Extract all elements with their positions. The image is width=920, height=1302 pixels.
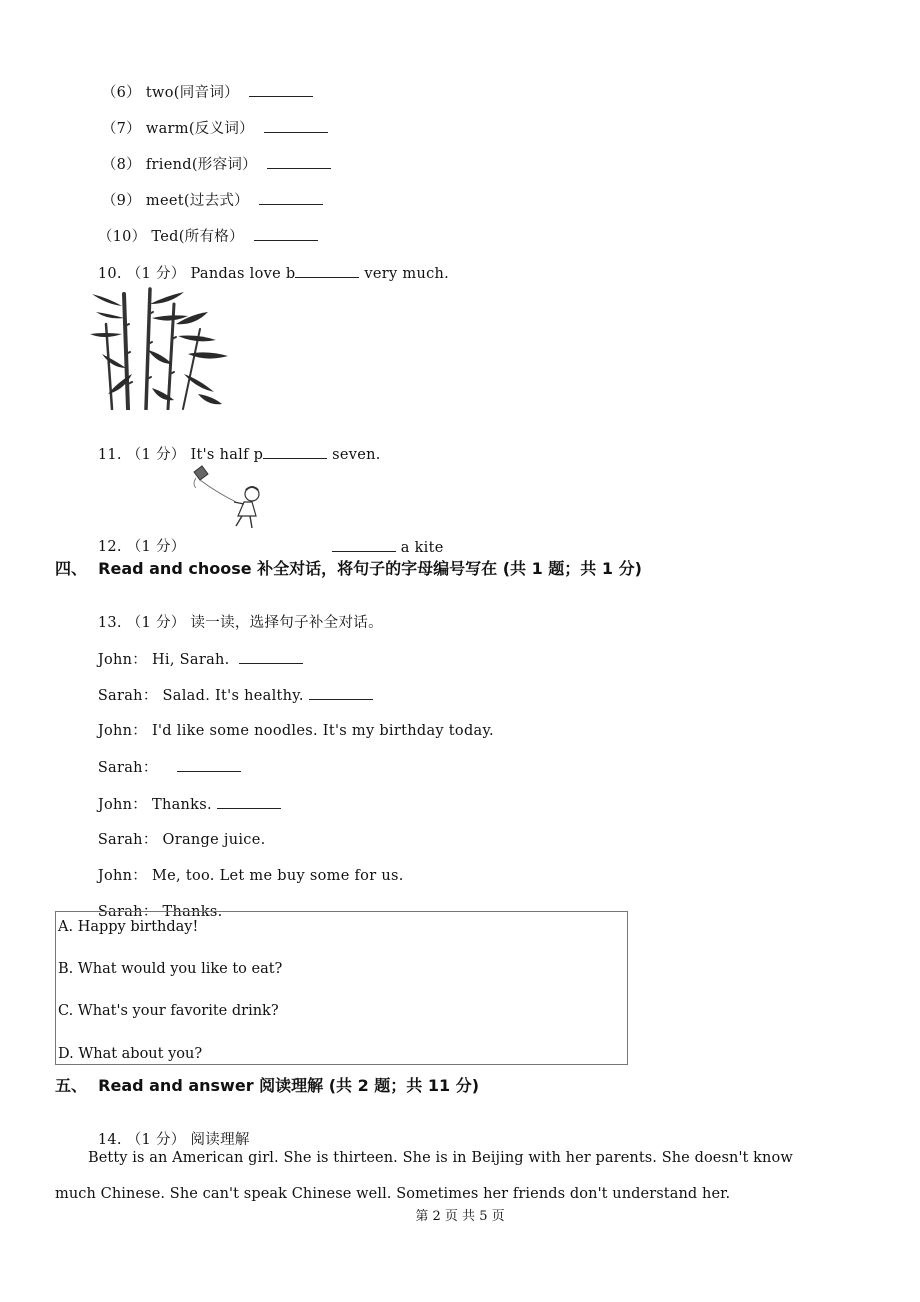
dialogue-line: John： Hi, Sarah. (88, 632, 303, 669)
answer-blank[interactable] (177, 758, 241, 772)
question-10: 10. （1 分） Pandas love b very much. (97, 266, 450, 282)
option-b: B. What would you like to eat? (58, 961, 283, 977)
dialogue-line: John： Me, too. Let me buy some for us. (97, 868, 404, 884)
dialogue-line: Sarah： Thanks. (97, 904, 223, 920)
answer-blank[interactable] (309, 686, 373, 700)
option-a: A. Happy birthday! (58, 919, 199, 935)
section-5-heading: 五、 Read and answer 阅读理解 (共 2 题；共 11 分) (55, 1076, 480, 1095)
vocab-item-8: （8） friend(形容词） (92, 137, 331, 174)
dialogue-line: Sarah： Salad. It's healthy. (88, 668, 373, 705)
passage-line-1: Betty is an American girl. She is thirteen. She is in Beijing with her parents. She doesn't know (88, 1150, 793, 1166)
page-footer: 第 2 页 共 5 页 (415, 1209, 505, 1224)
passage-line-2: much Chinese. She can't speak Chinese well. Sometimes her friends don't understand her. (55, 1186, 731, 1202)
vocab-item-6: （6） two(同音词） (92, 65, 313, 102)
question-12-answer: a kite (322, 520, 444, 557)
answer-blank[interactable] (264, 119, 328, 133)
answer-blank[interactable] (267, 155, 331, 169)
answer-blank[interactable] (295, 264, 359, 278)
dialogue-line: John： Thanks. (88, 777, 281, 814)
dialogue-line: Sarah： Orange juice. (97, 832, 266, 848)
vocab-item-7: （7） warm(反义词） (92, 101, 328, 138)
answer-blank[interactable] (239, 650, 303, 664)
bamboo-image (88, 284, 234, 410)
kite-girl-image (186, 462, 266, 532)
option-d: D. What about you? (58, 1046, 203, 1062)
options-box (55, 911, 628, 1065)
question-11: 11. （1 分） It's half p seven. (97, 447, 381, 463)
vocab-item-9: （9） meet(过去式） (92, 173, 323, 210)
question-12: 12. （1 分） (97, 539, 186, 555)
option-c: C. What's your favorite drink? (58, 1003, 279, 1019)
vocab-item-10: （10） Ted(所有格） (88, 209, 318, 246)
question-14: 14. （1 分） 阅读理解 (97, 1132, 250, 1148)
answer-blank[interactable] (263, 445, 327, 459)
answer-blank[interactable] (332, 538, 396, 552)
section-4-heading: 四、 Read and choose 补全对话，将句子的字母编号写在 (共 1 题；共 1 分) (55, 559, 642, 578)
answer-blank[interactable] (249, 83, 313, 97)
question-13: 13. （1 分） 读一读，选择句子补全对话。 (97, 615, 383, 631)
answer-blank[interactable] (259, 191, 323, 205)
dialogue-line: John： I'd like some noodles. It's my birthday today. (97, 723, 494, 739)
answer-blank[interactable] (254, 227, 318, 241)
dialogue-line: Sarah： (88, 740, 241, 777)
answer-blank[interactable] (217, 795, 281, 809)
